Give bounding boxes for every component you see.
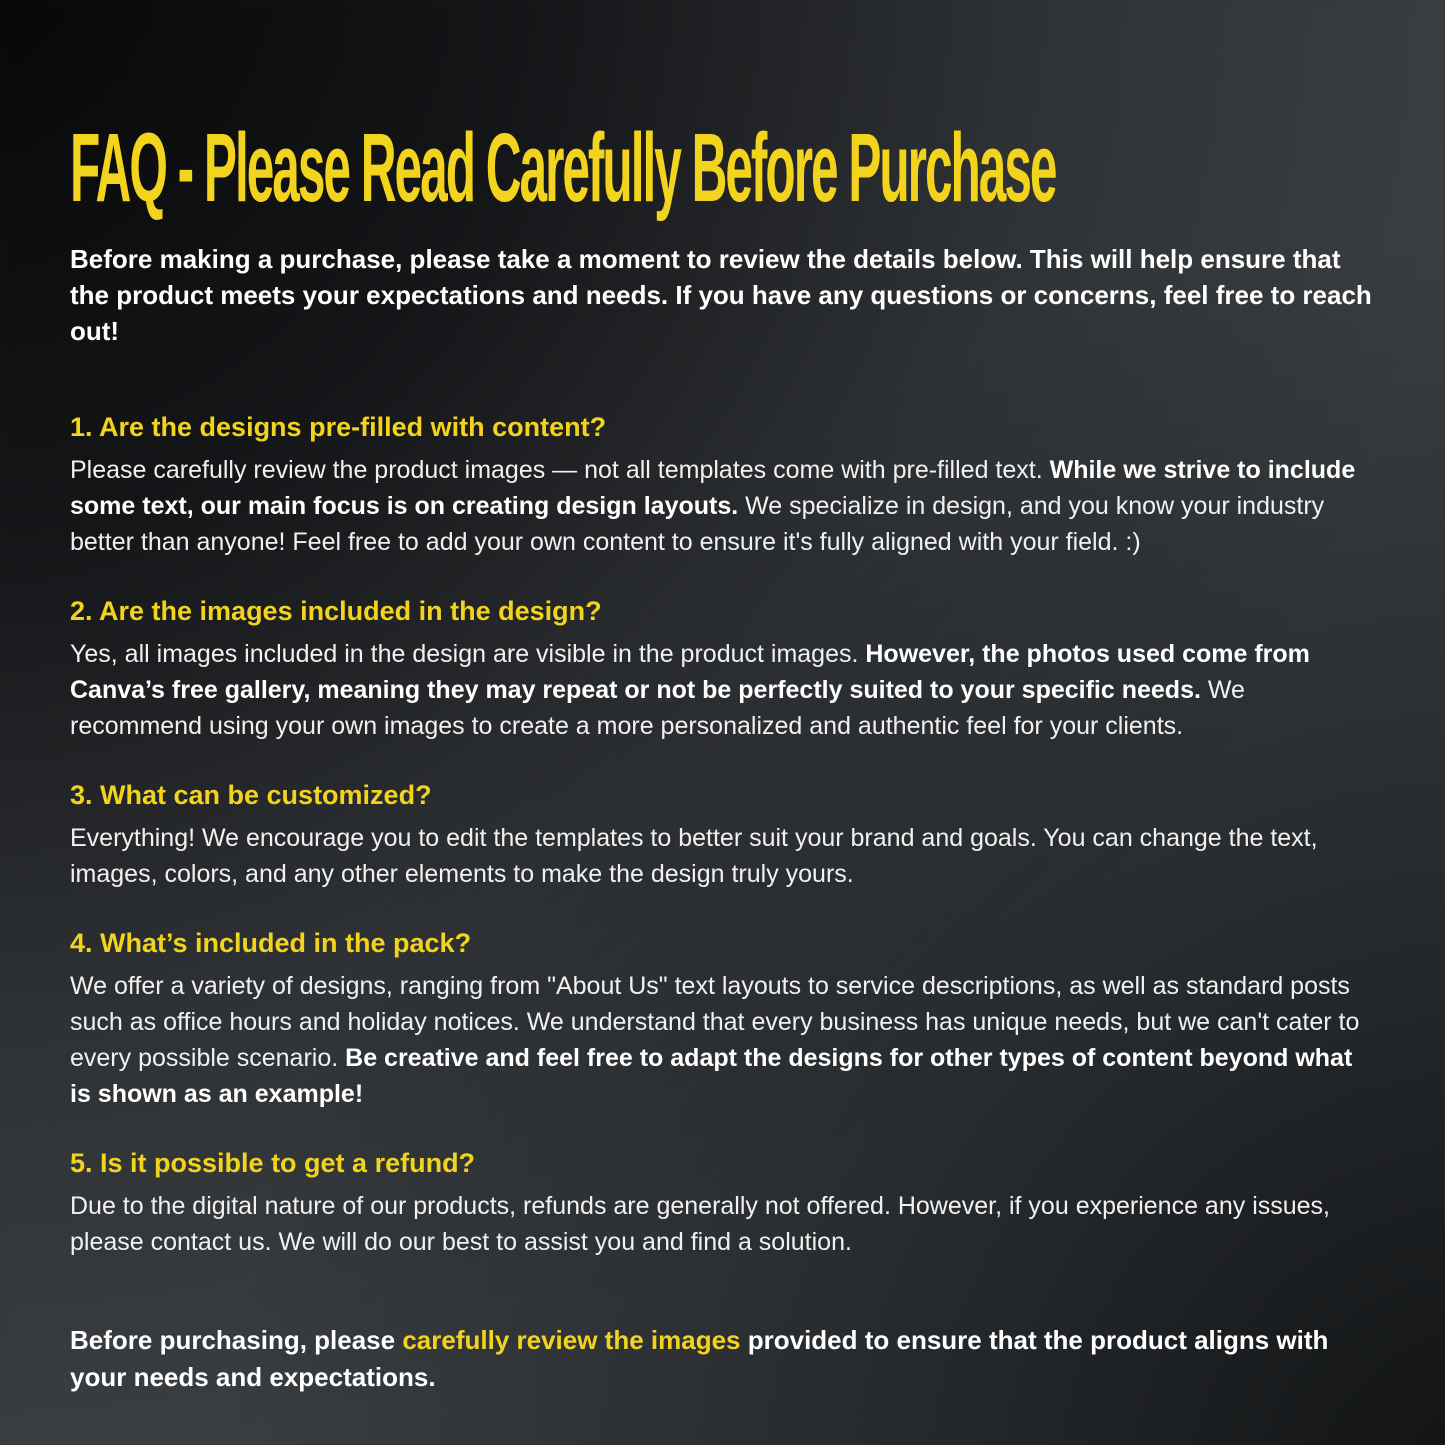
text-segment: We offer a variety of designs, ranging from "About Us" text layouts to service descriptions, as well as standard posts such as office hours and holiday notices. We understand that every business has unique needs, but we can't cater to every possible scenario. [70,972,1360,1072]
faq-answer-3 [70,820,1375,892]
text-segment: However, the photos used come from Canva’s free gallery, meaning they may repeat or not be perfectly suited to your specific needs. [70,640,1310,704]
faq-item-2 [70,595,1375,744]
text-segment: Everything! We encourage you to edit the templates to better suit your brand and goals. You can change the text, images, colors, and any other elements to make the design truly yours. [70,824,1318,888]
text-segment: We recommend using your own images to create a more personalized and authentic feel for your clients. [70,676,1245,740]
intro-text: Before making a purchase, please take a moment to review the details below. This will help ensure that the product meets your expectations and needs. If you have any questions or concerns, feel free to reach out! [70,244,1372,346]
text-segment: While we strive to include some text, our main focus is on creating design layouts. [70,456,1356,520]
faq-answer-5 [70,1188,1375,1260]
footer-note [70,1322,1375,1396]
page-title [70,112,1375,223]
faq-item-4 [70,927,1375,1112]
faq-answer-1 [70,452,1375,560]
faq-question-3: 3. What can be customized? [70,780,432,810]
faq-question-5: 5. Is it possible to get a refund? [70,1148,476,1178]
faq-answer-2 [70,636,1375,744]
faq-item-5 [70,1147,1375,1260]
text-segment: Yes, all images included in the design are visible in the product images. [70,640,866,668]
text-segment: carefully review the images [402,1325,741,1355]
text-segment: Please carefully review the product images — not all templates come with pre-filled text. [70,456,1050,484]
text-segment: Be creative and feel free to adapt the designs for other types of content beyond what is shown as an example! [70,1044,1353,1108]
text-segment: Before purchasing, please [70,1325,403,1355]
page-title-text: FAQ - Please Read Carefully Before Purchase [70,112,1056,223]
text-segment: We specialize in design, and you know your industry better than anyone! Feel free to add your own content to ensure it's fully aligned with your field. :) [70,492,1325,556]
faq-list [70,411,1375,1260]
faq-answer-4 [70,968,1375,1112]
faq-question-4: 4. What’s included in the pack? [70,928,472,958]
text-segment: Due to the digital nature of our products, refunds are generally not offered. However, if you experience any issues, please contact us. We will do our best to assist you and find a solution. [70,1192,1330,1256]
text-segment: provided to ensure that the product aligns with your needs and expectations. [70,1325,1329,1392]
faq-item-1 [70,411,1375,560]
faq-question-1: 1. Are the designs pre-filled with content? [70,412,607,442]
faq-question-2: 2. Are the images included in the design? [70,596,602,626]
faq-item-3 [70,779,1375,892]
